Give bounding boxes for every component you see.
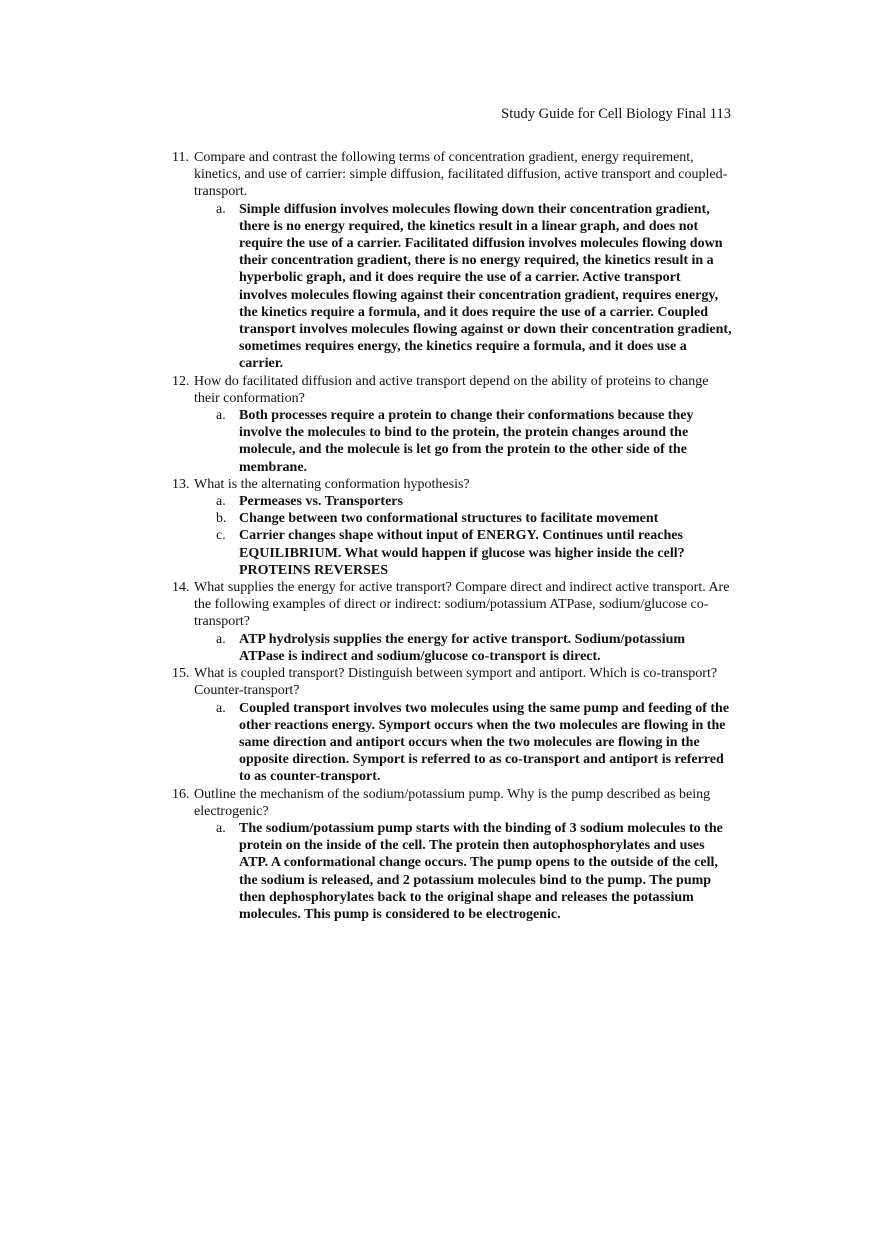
answer-text: Both processes require a protein to change their conformations because they involve the molecules to bind to the protein, the protein changes around the molecule, and the molecule is let go from the protein to the other side of the membrane. — [239, 408, 694, 475]
question-number: 15. — [172, 666, 190, 682]
answer-item — [194, 700, 732, 786]
answer-text: Carrier changes shape without input of ENERGY. Continues until reaches EQUILIBRIUM. What would happen if glucose was higher inside the cell? PROTEINS REVERSES — [239, 528, 685, 578]
answer-item — [194, 407, 732, 476]
question-text: Outline the mechanism of the sodium/potassium pump. Why is the pump described as being electrogenic? — [194, 786, 711, 819]
answer-item — [194, 527, 732, 579]
page-header: Study Guide for Cell Biology Final 113 — [501, 106, 731, 122]
question-number: 13. — [172, 476, 190, 492]
answer-letter: b. — [216, 511, 227, 527]
question-text: Compare and contrast the following terms of concentration gradient, energy requirement, kinetics, and use of carrier: simple diffusion, facilitated diffusion, active transport and coupled-transport. — [194, 150, 728, 200]
question-number: 16. — [172, 786, 190, 802]
answer-list — [194, 407, 732, 476]
study-guide-content — [172, 149, 732, 923]
question-text: What is coupled transport? Distinguish between symport and antiport. Which is co-transport? Counter-transport? — [194, 666, 718, 699]
answer-list — [194, 201, 732, 373]
question-number: 14. — [172, 580, 190, 596]
question-13 — [172, 476, 732, 579]
question-number: 11. — [172, 150, 189, 165]
question-14 — [172, 579, 732, 665]
question-12 — [172, 373, 732, 476]
answer-list — [194, 820, 732, 923]
answer-text: The sodium/potassium pump starts with the binding of 3 sodium molecules to the protein on the inside of the cell. The protein then autophosphorylates and uses ATP. A conformational change occurs. The pump opens to the outside of the cell, the sodium is released, and 2 potassium molecules bind to the pump. The pump then dephosphorylates back to the original shape and releases the potassium molecules. This pump is considered to be electrogenic. — [239, 820, 723, 922]
answer-letter: a. — [216, 201, 226, 217]
answer-item — [194, 631, 732, 665]
answer-item — [194, 510, 732, 527]
answer-letter: a. — [216, 494, 226, 510]
question-11 — [172, 149, 732, 373]
answer-text: ATP hydrolysis supplies the energy for active transport. Sodium/potassium ATPase is indirect and sodium/glucose co-transport is direct. — [239, 631, 686, 664]
answer-letter: a. — [216, 700, 226, 716]
answer-letter: a. — [216, 631, 226, 647]
answer-list — [194, 700, 732, 786]
question-16 — [172, 786, 732, 924]
answer-item — [194, 820, 732, 923]
question-text: What supplies the energy for active transport? Compare direct and indirect active transport. Are the following examples of direct or indirect: sodium/potassium ATPase, sodium/glucose co-transport? — [194, 580, 730, 630]
question-number: 12. — [172, 373, 190, 389]
answer-text: Change between two conformational structures to facilitate movement — [239, 511, 659, 527]
answer-text: Coupled transport involves two molecules using the same pump and feeding of the other reactions energy. Symport occurs when the two molecules are flowing in the same direction and antiport occurs when the two molecules are flowing in the opposite direction. Symport is referred to as co-transport and antiport is referred to as counter-transport. — [239, 700, 730, 785]
question-15 — [172, 665, 732, 785]
question-text: How do facilitated diffusion and active transport depend on the ability of proteins to change their conformation? — [194, 373, 709, 406]
answer-list — [194, 631, 732, 665]
answer-text: Simple diffusion involves molecules flowing down their concentration gradient, there is no energy required, the kinetics result in a linear graph, and does not require the use of a carrier. Facilitated diffusion involves molecules flowing down their concentration gradient, there is no energy required, the kinetics result in a hyperbolic graph, and it does require the use of a carrier. Active transport involves molecules flowing against their concentration gradient, requires energy, the kinetics require a formula, and it does require the use of a carrier. Coupled transport involves molecules flowing against or down their concentration gradient, sometimes requires energy, the kinetics require a formula, and it does use a carrier. — [239, 201, 732, 372]
answer-item — [194, 201, 732, 373]
answer-item — [194, 493, 732, 510]
answer-list — [194, 493, 732, 579]
question-text: What is the alternating conformation hypothesis? — [194, 476, 470, 492]
answer-letter: a. — [216, 408, 226, 424]
answer-text: Permeases vs. Transporters — [239, 494, 403, 510]
answer-letter: c. — [216, 528, 226, 544]
answer-letter: a. — [216, 820, 226, 836]
